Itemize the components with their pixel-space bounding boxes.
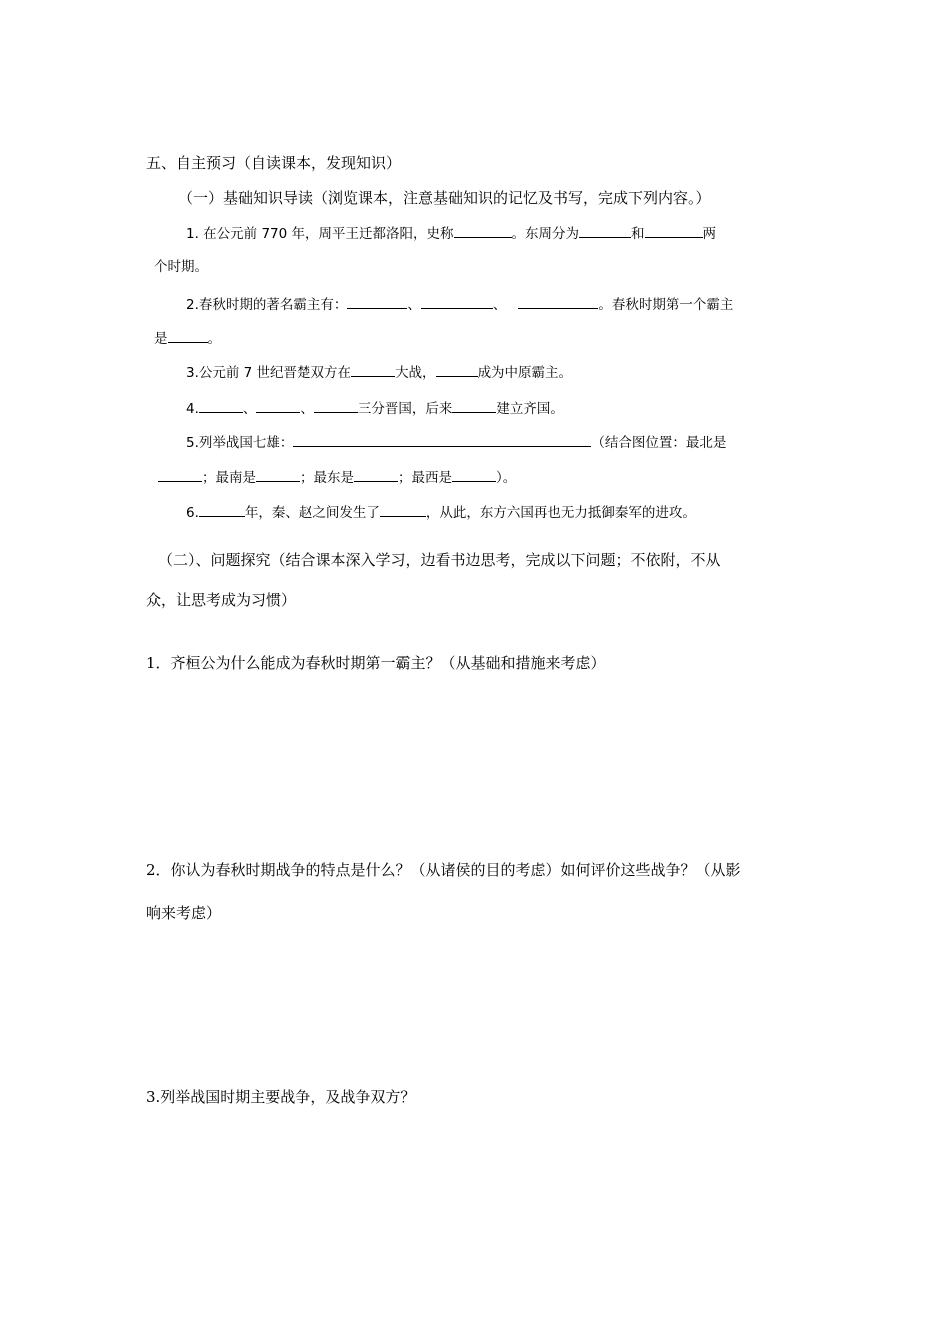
problem-2-line1: 2．你认为春秋时期战争的特点是什么？（从诸侯的目的考虑）如何评价这些战争？（从影 <box>146 861 741 879</box>
q5-text-c: ；最南是 <box>202 470 256 486</box>
q6-blank-1[interactable] <box>199 502 245 517</box>
q4-text-c: 建立齐国。 <box>496 401 564 417</box>
question-5 <box>186 432 726 453</box>
q3-text-c: 成为中原霸主。 <box>477 365 573 381</box>
q2-blank-4[interactable] <box>168 328 208 343</box>
q1-text-b: 。东周分为 <box>511 226 580 242</box>
q6-text-c: ，从此，东方六国再也无力抵御秦军的进攻。 <box>425 505 696 521</box>
q1-text-c: 和 <box>631 226 645 242</box>
q2-text-a: 2.春秋时期的著名霸主有： <box>186 297 348 313</box>
q6-text-a: 6. <box>186 505 199 521</box>
q3-text-b: 大战， <box>395 365 436 381</box>
q1-text-a: 1. 在公元前 770 年，周平王迁都洛阳，史称 <box>186 226 454 242</box>
q5-text-a: 5.列举战国七雄： <box>186 435 294 451</box>
q1-blank-1[interactable] <box>454 223 512 238</box>
q2-sep-2: 、 <box>492 297 507 313</box>
q5-text-e: ；最西是 <box>398 470 452 486</box>
q5-blank-west[interactable] <box>452 467 496 482</box>
q2-text-c: 是 <box>154 331 168 347</box>
q2-blank-2[interactable] <box>421 294 493 309</box>
q2-blank-3[interactable] <box>518 294 598 309</box>
q1-blank-3[interactable] <box>645 223 703 238</box>
q3-blank-2[interactable] <box>436 362 478 377</box>
q4-blank-3[interactable] <box>314 398 358 413</box>
q5-blank-south[interactable] <box>256 467 300 482</box>
q4-blank-2[interactable] <box>256 398 300 413</box>
problem-3: 3.列举战国时期主要战争，及战争双方？ <box>146 1088 416 1106</box>
q4-blank-1[interactable] <box>199 398 243 413</box>
q4-sep-1: 、 <box>242 401 257 417</box>
problem-1: 1．齐桓公为什么能成为春秋时期第一霸主？（从基础和措施来考虑） <box>146 654 606 672</box>
q5-text-d: ；最东是 <box>300 470 354 486</box>
question-3 <box>186 362 572 383</box>
q3-blank-1[interactable] <box>351 362 395 377</box>
question-2-cont <box>154 328 221 349</box>
q3-text-a: 3.公元前 7 世纪晋楚双方在 <box>186 365 352 381</box>
question-6 <box>186 502 696 523</box>
q1-blank-2[interactable] <box>579 223 631 238</box>
q4-sep-2: 、 <box>300 401 314 417</box>
q4-blank-4[interactable] <box>452 398 496 413</box>
q5-text-b: （结合图位置：最北是 <box>591 435 727 451</box>
problem-2-line2: 响来考虑） <box>146 904 222 922</box>
q2-blank-1[interactable] <box>347 294 407 309</box>
section-title: 五、自主预习（自读课本，发现知识） <box>146 154 402 172</box>
q5-blank-east[interactable] <box>354 467 398 482</box>
q2-text-b: 。春秋时期第一个霸主 <box>598 297 734 313</box>
q4-text-b: 三分晋国，后来 <box>357 401 453 417</box>
q4-text-a: 4. <box>186 401 199 417</box>
q5-text-f: ）。 <box>496 470 517 486</box>
subsection-two-line1: （二）、问题探究（结合课本深入学习，边看书边思考，完成以下问题；不依附，不从 <box>158 551 721 569</box>
question-1-cont: 个时期。 <box>154 259 208 275</box>
question-4 <box>186 398 564 419</box>
question-5-cont <box>158 467 516 488</box>
q5-blank-1[interactable] <box>293 432 591 447</box>
q2-sep-1: 、 <box>407 297 421 313</box>
subsection-two-line2: 众，让思考成为习惯） <box>146 591 297 609</box>
subsection-one-title: （一）基础知识导读（浏览课本，注意基础知识的记忆及书写，完成下列内容。） <box>178 189 711 207</box>
q2-text-d: 。 <box>207 331 221 347</box>
q6-text-b: 年，秦、赵之间发生了 <box>244 505 380 521</box>
question-1 <box>186 223 716 244</box>
q6-blank-2[interactable] <box>380 502 426 517</box>
q5-blank-north[interactable] <box>158 467 202 482</box>
q1-text-d: 两 <box>702 226 717 242</box>
question-2 <box>186 294 733 315</box>
